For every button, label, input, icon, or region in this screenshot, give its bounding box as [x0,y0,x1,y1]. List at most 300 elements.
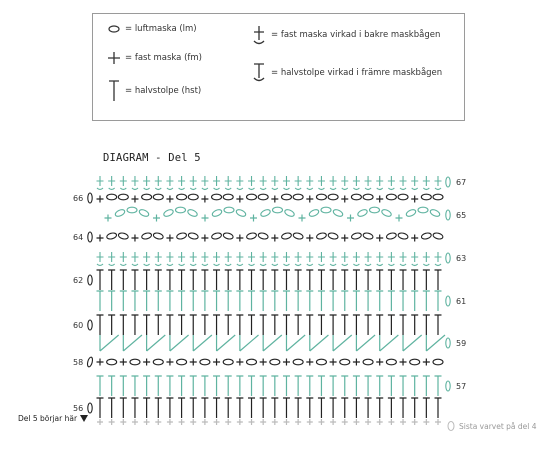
chain-symbol [212,194,222,200]
half-double-crochet-symbol [248,291,255,311]
chain-symbol [187,208,198,217]
sc-back-loop-symbol [388,252,395,266]
chain-symbol [247,194,257,200]
sc-back-loop-symbol [190,176,197,190]
half-double-crochet-symbol [318,270,325,290]
half-double-crochet-symbol [365,315,372,335]
chain-symbol [433,359,443,365]
hdc-pair-symbol [263,335,282,351]
chain-symbol [321,207,331,213]
half-double-crochet-symbol [108,398,115,418]
half-double-crochet-symbol [400,270,407,290]
half-double-crochet-symbol [306,376,313,396]
sc-back-loop-symbol [201,176,208,190]
hdc-pair-symbol [310,335,329,351]
half-double-crochet-symbol [178,270,185,290]
half-double-crochet-symbol [318,315,325,335]
chain-symbol [446,177,450,187]
single-crochet-symbol [179,419,185,425]
half-double-crochet-symbol [131,398,138,418]
round-number-right: 67 [456,178,467,187]
half-double-crochet-symbol [271,376,278,396]
half-double-crochet-symbol [178,398,185,418]
sc-back-loop-symbol [365,176,372,190]
half-double-crochet-symbol [365,291,372,311]
half-double-crochet-symbol [225,291,232,311]
half-double-crochet-symbol [423,270,430,290]
half-double-crochet-symbol [131,376,138,396]
single-crochet-symbol [353,419,359,425]
single-crochet-symbol [225,419,231,425]
half-double-crochet-symbol [388,270,395,290]
half-double-crochet-symbol [423,376,430,396]
half-double-crochet-symbol [400,398,407,418]
chain-symbol [138,208,149,217]
sc-back-loop-symbol [388,176,395,190]
half-double-crochet-symbol [97,270,104,290]
half-double-crochet-symbol [108,270,115,290]
sc-back-loop-symbol [108,252,115,266]
row-59 [100,335,450,351]
sc-back-loop-symbol [97,252,104,266]
sc-back-loop-symbol [295,176,302,190]
half-double-crochet-symbol [155,291,162,311]
half-double-crochet-symbol [330,398,337,418]
half-double-crochet-symbol [155,270,162,290]
half-double-crochet-symbol [353,398,360,418]
chain-symbol [127,207,137,213]
half-double-crochet-symbol [260,376,267,396]
chain-symbol [410,359,420,365]
chain-symbol [88,275,92,285]
half-double-crochet-symbol [225,315,232,335]
round-number-right: 57 [456,382,467,391]
sc-back-loop-symbol [271,252,278,266]
single-crochet-symbol [120,359,127,366]
sc-back-loop-symbol [213,252,220,266]
sc-back-loop-symbol [166,176,173,190]
sc-back-loop-symbol [108,176,115,190]
half-double-crochet-symbol [248,398,255,418]
half-double-crochet-symbol [108,291,115,311]
single-crochet-symbol [236,196,243,203]
single-crochet-symbol [411,235,418,242]
hdc-pair-symbol [403,335,422,351]
single-crochet-symbol [376,196,383,203]
sc-back-loop-symbol [318,252,325,266]
half-double-crochet-symbol [120,376,127,396]
half-double-crochet-symbol [260,270,267,290]
round-number-right: 61 [456,297,467,306]
sc-back-loop-symbol [155,252,162,266]
half-double-crochet-symbol [155,398,162,418]
sc-back-loop-symbol [120,252,127,266]
single-crochet-symbol [330,419,336,425]
single-crochet-symbol [167,419,173,425]
half-double-crochet-symbol [213,315,220,335]
sc-back-loop-symbol [225,252,232,266]
hdc-pair-symbol [100,335,119,351]
half-double-crochet-symbol [236,398,243,418]
single-crochet-symbol [412,419,418,425]
chain-symbol [446,253,450,263]
half-double-crochet-symbol [178,291,185,311]
row-61 [97,291,451,311]
half-double-crochet-symbol [400,376,407,396]
chain-symbol [88,320,92,330]
chain-symbol [247,359,257,365]
chain-symbol [293,194,303,200]
half-double-crochet-symbol [318,376,325,396]
single-crochet-symbol [97,419,103,425]
half-double-crochet-symbol [365,398,372,418]
single-crochet-symbol [153,215,160,222]
half-double-crochet-symbol [365,270,372,290]
half-double-crochet-symbol [330,291,337,311]
chain-symbol [177,194,187,200]
half-double-crochet-symbol [166,291,173,311]
hdc-pair-symbol [217,335,236,351]
single-crochet-symbol [214,419,220,425]
sc-back-loop-symbol [283,252,290,266]
sc-back-loop-symbol [260,252,267,266]
half-double-crochet-symbol [283,376,290,396]
chain-symbol [153,359,163,365]
half-double-crochet-symbol [306,291,313,311]
chain-symbol [363,194,373,200]
round-number-left: 60 [73,321,84,330]
half-double-crochet-symbol [271,398,278,418]
single-crochet-symbol [306,196,313,203]
chain-symbol [351,232,362,240]
chain-symbol [188,232,199,240]
single-crochet-symbol [250,215,257,222]
chain-symbol [446,338,450,348]
half-double-crochet-symbol [225,270,232,290]
chain-symbol [200,359,210,365]
half-double-crochet-symbol [201,270,208,290]
row-base [97,419,441,425]
chain-symbol [308,208,319,217]
half-double-crochet-symbol [120,270,127,290]
single-crochet-symbol [376,235,383,242]
half-double-crochet-symbol [271,291,278,311]
half-double-crochet-symbol [248,270,255,290]
legend-label-sc-back-loop: = fast maska virkad i bakre maskbågen [271,30,441,40]
single-crochet-symbol [260,359,267,366]
sc-back-loop-symbol [236,252,243,266]
sc-back-loop-symbol [178,176,185,190]
chain-symbol [446,381,450,391]
chain-symbol [246,232,257,240]
half-double-crochet-symbol [190,315,197,335]
single-crochet-symbol [435,419,441,425]
row-66 [88,193,443,203]
half-double-crochet-symbol [260,291,267,311]
sc-back-loop-symbol [283,176,290,190]
single-crochet-symbol [396,215,403,222]
single-crochet-symbol [97,359,104,366]
single-crochet-symbol [353,359,360,366]
chain-symbol [87,357,94,368]
start-label: Del 5 börjar här [18,414,78,423]
single-crochet-symbol [306,235,313,242]
half-double-crochet-symbol [236,291,243,311]
chain-symbol [381,208,392,217]
single-crochet-symbol [400,359,407,366]
single-crochet-symbol [283,419,289,425]
chain-symbol [258,194,268,200]
chain-symbol [260,208,271,217]
chain-symbol [223,359,233,365]
half-double-crochet-symbol [365,376,372,396]
single-crochet-symbol [260,419,266,425]
half-double-crochet-symbol [166,270,173,290]
chain-symbol [370,207,380,213]
single-crochet-symbol [295,419,301,425]
single-crochet-symbol [155,419,161,425]
row-62 [88,270,442,290]
chain-symbol [211,232,222,240]
sc-back-loop-symbol [248,252,255,266]
chain-symbol [351,194,361,200]
sc-back-loop-symbol [143,252,150,266]
chain-symbol [340,359,350,365]
sc-back-loop-symbol [225,176,232,190]
sc-back-loop-symbol [271,176,278,190]
chain-symbol [433,194,443,200]
sc-back-loop-symbol [376,176,383,190]
round-number-right: 63 [456,254,467,263]
legend-label-hdc-front-loop: = halvstolpe virkad i främre maskbågen [271,68,443,78]
sc-back-loop-symbol [97,176,104,190]
single-crochet-symbol [330,359,337,366]
sc-back-loop-symbol [423,252,430,266]
chain-symbol [293,232,304,240]
half-double-crochet-symbol [330,315,337,335]
half-double-crochet-symbol [248,315,255,335]
single-crochet-symbol [423,359,430,366]
round-number-left: 58 [73,358,84,367]
half-double-crochet-symbol [190,376,197,396]
single-crochet-symbol [213,359,220,366]
single-crochet-symbol [120,419,126,425]
chain-symbol [398,194,408,200]
half-double-crochet-symbol [271,270,278,290]
half-double-crochet-symbol [120,315,127,335]
single-crochet-symbol [132,419,138,425]
half-double-crochet-symbol [178,315,185,335]
chain-symbol [386,194,396,200]
half-double-crochet-symbol [376,270,383,290]
half-double-crochet-symbol [236,376,243,396]
half-double-crochet-symbol [260,315,267,335]
sc-back-loop-symbol [248,176,255,190]
chain-symbol [88,193,92,203]
single-crochet-symbol [272,419,278,425]
chain-symbol [118,232,129,240]
chain-symbol [177,359,187,365]
half-double-crochet-symbol [353,270,360,290]
half-double-crochet-symbol [283,315,290,335]
half-double-crochet-symbol [411,315,418,335]
hdc-pair-symbol [147,335,166,351]
half-double-crochet-symbol [435,270,442,290]
single-crochet-symbol [131,196,138,203]
half-double-crochet-symbol [423,291,430,311]
single-crochet-symbol [388,419,394,425]
half-double-crochet-symbol [295,270,302,290]
half-double-crochet-symbol [143,270,150,290]
sc-back-loop-symbol [178,252,185,266]
sc-back-loop-symbol [213,176,220,190]
half-double-crochet-symbol [225,376,232,396]
half-double-crochet-symbol [388,291,395,311]
single-crochet-symbol [190,419,196,425]
half-double-crochet-symbol [341,398,348,418]
chain-symbol [386,359,396,365]
last-round-marker [446,420,537,432]
half-double-crochet-symbol [376,376,383,396]
chain-symbol [328,232,339,240]
half-double-crochet-symbol [143,315,150,335]
half-double-crochet-symbol [388,398,395,418]
sc-back-loop-symbol [260,176,267,190]
round-number-left: 56 [73,404,84,413]
sc-back-loop-symbol [306,176,313,190]
chain-symbol [273,207,283,213]
chain-symbol [107,359,117,365]
round-number-right: 65 [456,211,467,220]
chain-symbol [258,232,269,240]
sc-back-loop-symbol [411,252,418,266]
hdc-pair-symbol [123,335,142,351]
chain-symbol [446,296,450,306]
hdc-pair-symbol [286,335,305,351]
chain-symbol [418,207,428,213]
single-crochet-symbol [166,196,173,203]
half-double-crochet-symbol [166,315,173,335]
single-crochet-symbol [202,419,208,425]
sc-back-loop-symbol [435,252,442,266]
sc-back-loop-symbol [353,176,360,190]
chain-symbol [118,194,128,200]
chain-symbol [235,208,246,217]
sc-back-loop-symbol [166,252,173,266]
single-crochet-symbol [131,235,138,242]
half-double-crochet-symbol [353,291,360,311]
half-double-crochet-symbol [306,315,313,335]
half-double-crochet-symbol [143,376,150,396]
row-58 [87,357,443,368]
half-double-crochet-symbol [201,376,208,396]
half-double-crochet-symbol [376,315,383,335]
single-crochet-symbol [400,419,406,425]
last-round-label: Sista varvet på del 4 [459,421,537,431]
sc-back-loop-symbol [341,176,348,190]
half-double-crochet-symbol [411,270,418,290]
half-double-crochet-symbol [225,398,232,418]
hdc-pair-symbol [356,335,375,351]
half-double-crochet-symbol [97,376,104,396]
round-number-left: 62 [73,276,84,285]
half-double-crochet-symbol [201,398,208,418]
half-double-crochet-symbol [166,398,173,418]
single-crochet-symbol [97,196,104,203]
half-double-crochet-symbol [330,376,337,396]
sc-back-loop-symbol [400,176,407,190]
half-double-crochet-symbol [283,398,290,418]
half-double-crochet-symbol [400,315,407,335]
sc-back-loop-symbol [143,176,150,190]
chain-symbol [386,232,397,240]
half-double-crochet-symbol [190,398,197,418]
chain-symbol [421,194,431,200]
half-double-crochet-symbol [143,291,150,311]
chain-symbol [316,359,326,365]
row-57 [97,376,451,396]
legend-label-chain: = luftmaska (lm) [125,24,197,34]
half-double-crochet-symbol [295,398,302,418]
half-double-crochet-symbol [353,376,360,396]
half-double-crochet-symbol [400,291,407,311]
chain-symbol [114,208,125,217]
hdc-pair-symbol [193,335,212,351]
half-double-crochet-symbol [260,398,267,418]
round-number-left: 64 [73,233,84,242]
sc-back-loop-symbol [190,252,197,266]
half-double-crochet-symbol [353,315,360,335]
chain-symbol [405,208,416,217]
half-double-crochet-symbol [131,315,138,335]
chain-symbol [357,208,368,217]
chain-symbol [446,210,450,220]
single-crochet-symbol [365,419,371,425]
chain-symbol [270,359,280,365]
half-double-crochet-symbol [341,270,348,290]
single-crochet-symbol [166,359,173,366]
half-double-crochet-symbol [131,270,138,290]
half-double-crochet-symbol [283,270,290,290]
chain-symbol [281,232,292,240]
half-double-crochet-symbol [236,270,243,290]
chain-symbol [176,232,187,240]
single-crochet-symbol [271,196,278,203]
single-crochet-symbol [306,359,313,366]
half-double-crochet-symbol [435,315,442,335]
row-60 [88,315,442,335]
single-crochet-symbol [307,419,313,425]
half-double-crochet-symbol [248,376,255,396]
single-crochet-symbol [341,235,348,242]
chain-symbol [429,208,440,217]
half-double-crochet-symbol [213,376,220,396]
single-crochet-symbol [143,359,150,366]
single-crochet-symbol [202,215,209,222]
single-crochet-symbol [166,235,173,242]
chain-symbol [211,208,222,217]
half-double-crochet-symbol [178,376,185,396]
single-crochet-symbol [144,419,150,425]
half-double-crochet-symbol [213,398,220,418]
sc-back-loop-symbol [155,176,162,190]
chain-symbol [163,208,174,217]
single-crochet-symbol [347,215,354,222]
single-crochet-symbol [237,419,243,425]
chain-symbol [142,194,152,200]
half-double-crochet-symbol [190,270,197,290]
chain-symbol [328,194,338,200]
